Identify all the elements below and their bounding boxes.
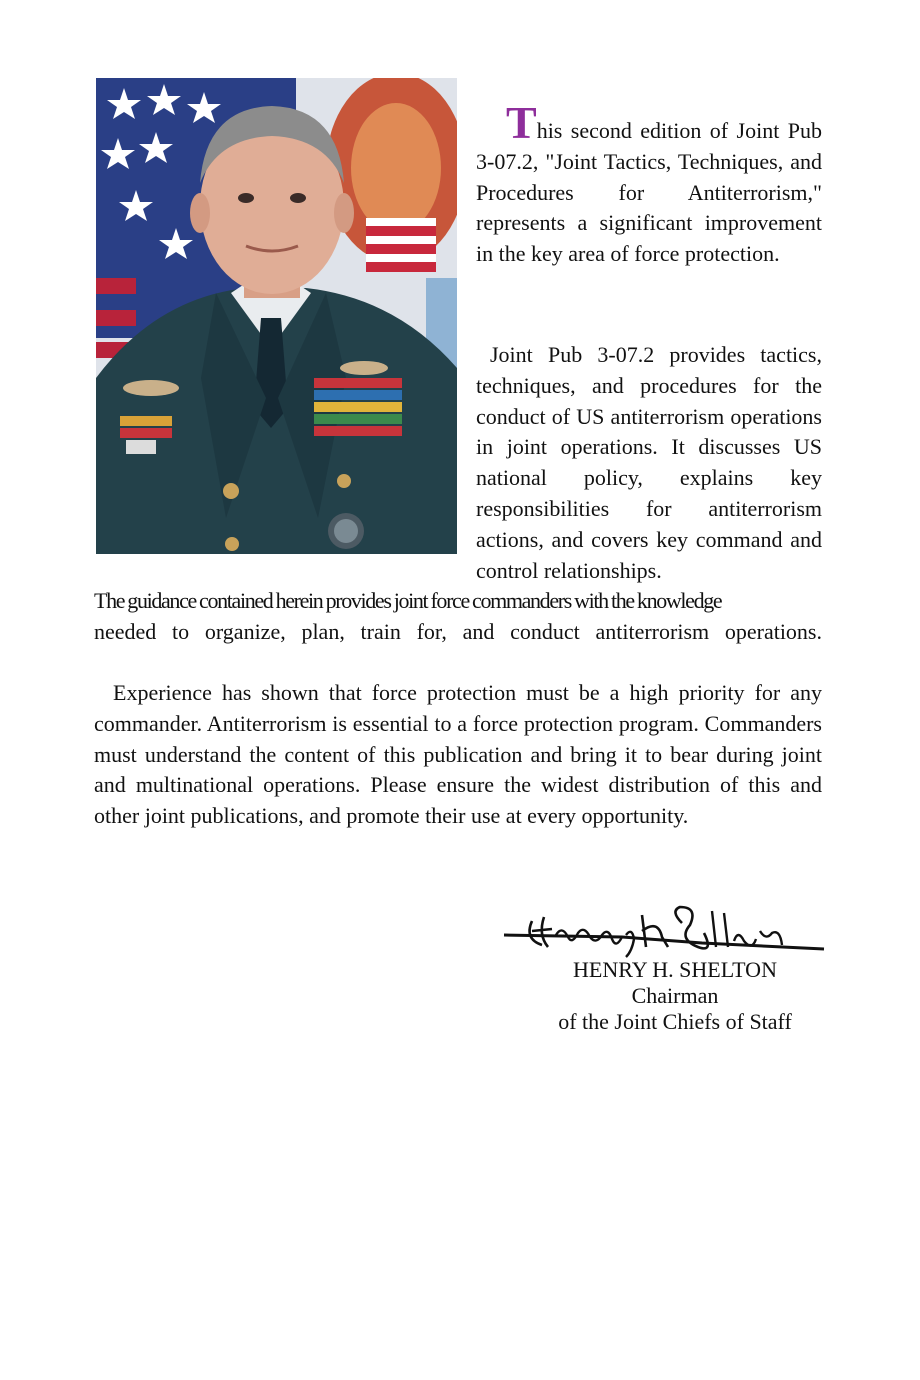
foreword-paragraph-2: Joint Pub 3-07.2 provides tactics, techniques, and procedures for the conduct of US antiterrorism operations in joint operations. It discusses US national policy, explains key responsibilities for antiterrorism actions, and covers key command and control relationships. (476, 342, 822, 583)
paragraph-2-line-2: needed to organize, plan, train for, and conduct antiterrorism operations. (94, 619, 822, 644)
signature (502, 905, 830, 961)
signatory-organization: of the Joint Chiefs of Staff (558, 1009, 792, 1034)
signatory-name: HENRY H. SHELTON (573, 957, 777, 982)
drop-cap: T (506, 97, 537, 148)
signatory-title: Chairman (631, 983, 719, 1008)
paragraph-1-text: his second edition of Joint Pub 3-07.2, "Joint Tactics, Techniques, and Procedures for Antiterrorism," represents a significant improvement in the key area of force protection. (476, 118, 822, 267)
paragraph-2-line-1: The guidance contained herein provides joint force commanders with the knowledge (94, 588, 722, 613)
portrait-illustration (96, 78, 457, 554)
signature-drawing (502, 905, 830, 961)
foreword-paragraph-1 (476, 97, 822, 270)
official-portrait (96, 78, 457, 554)
foreword-paragraph-3: Experience has shown that force protection must be a high priority for any commander. Antiterrorism is essential to a force protection program. Commanders must understand the content of this publication and bring it to bear during joint and multinational operations. Please ensure the widest distribution of this and other joint publications, and promote their use at every opportunity. (94, 680, 822, 829)
